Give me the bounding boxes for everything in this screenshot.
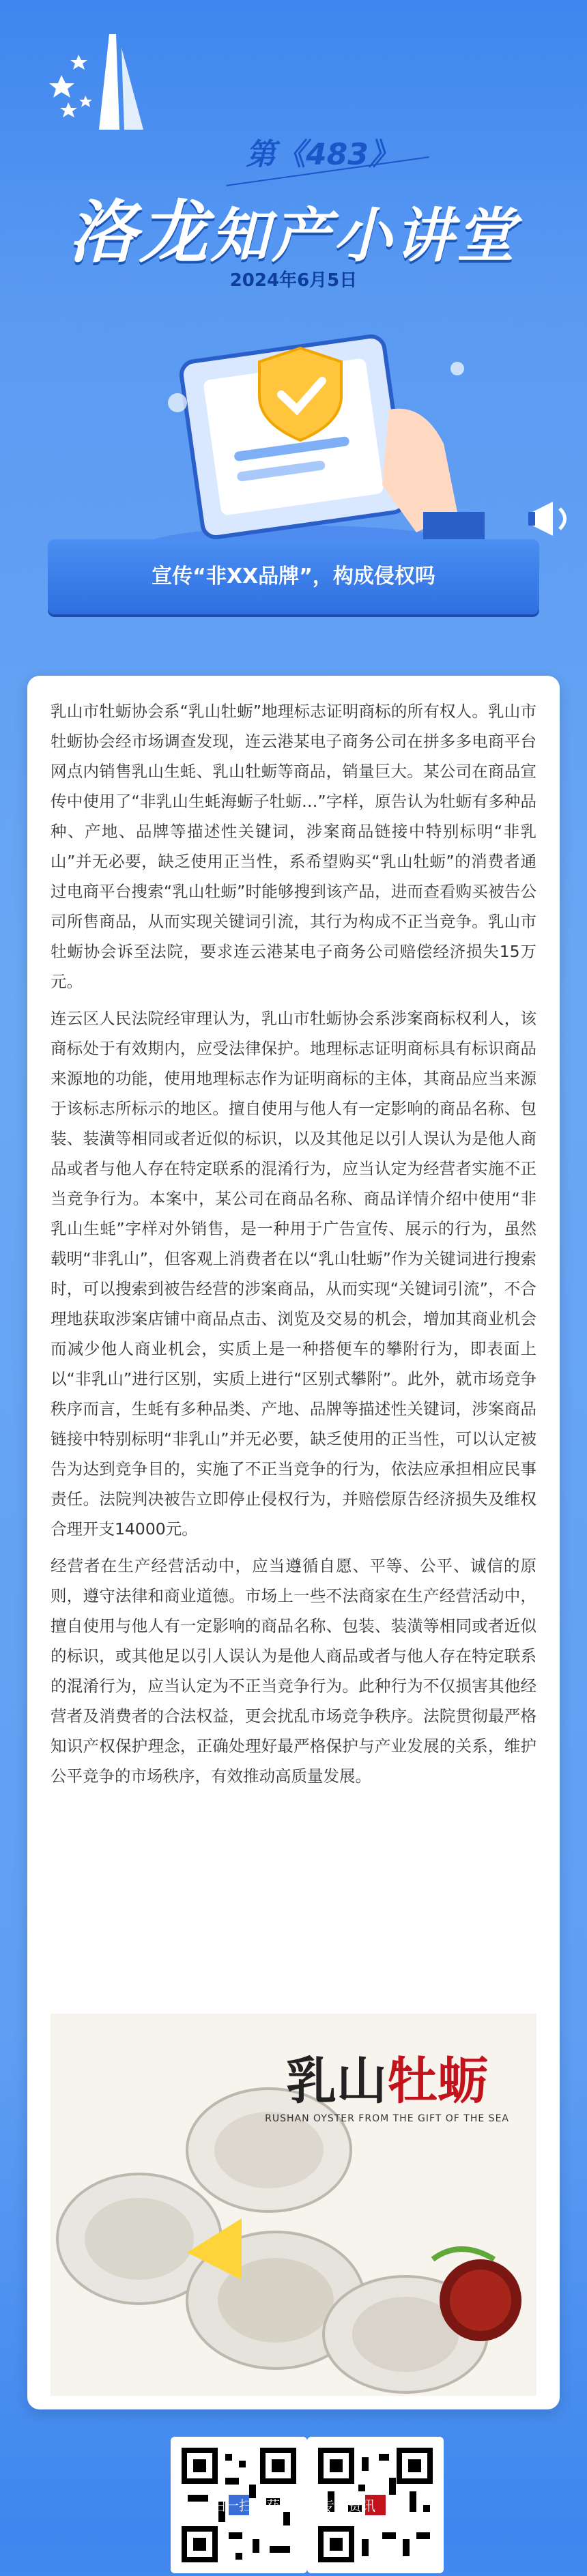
brand-name [265,2041,509,2113]
article-body [27,676,560,1791]
publish-date: 2024年6月5日 [229,270,358,291]
article-card [27,676,560,2409]
title-part-2: 知产小讲堂 [210,202,517,270]
brand-name-part-2: 牡蛎 [387,2052,489,2110]
page-title [68,177,517,276]
brand-logo [265,2041,509,2124]
oyster-photo [51,2014,536,2396]
header [0,0,587,655]
subtitle-text: 宣传“非XX品牌”，构成侵权吗 [152,564,435,588]
megaphone-icon [526,491,580,546]
title-part-1: 洛龙 [68,192,210,272]
court-emblem-icon [48,27,150,137]
article-paragraph-2: 连云区人民法院经审理认为，乳山市牡蛎协会系涉案商标权利人，该商标处于有效期内，应受法律保护。地理标志证明商标具有标识商品来源地的功能，使用地理标志作为证明商标的主体，其商品应当来源于该标志所标示的地区。擅自使用与他人有一定影响的商品名称、包装、装潢等相同或者近似的标识，以及其他足以引人误认为是他人商品或者与他人存在特定联系的混淆行为，应当认定为经营者实施不正当竞争行为。本案中，某公司在商品名称、商品详情介绍中使用“非乳山生蚝”字样对外销售，是一种用于广告宣传、展示的行为，虽然载明“非乳山”，但客观上消费者在以“乳山牡蛎”作为关键词进行搜索时，可以搜索到被告经营的涉案商品，从而实现“关键词引流”，不合理地获取涉案店铺中商品点击、浏览及交易的机会，增加其商业机会而减少他人商业机会，实质上是一种搭便车的攀附行为，即表面上以“非乳山”进行区别，实质上进行“区别式攀附”。此外，就市场竞争秩序而言，生蚝有多种品类、产地、品牌等描述性关键词，涉案商品链接中特别标明“非乳山”并无必要，缺乏使用的正当性，可以认定被告为达到竞争目的，实施了不正当竞争的行为，依法应承担相应民事责任。法院判决被告立即停止侵权行为，并赔偿原告经济损失及维权合理开支14000元。 [51,1009,536,1539]
brand-name-part-1: 乳山 [286,2052,388,2110]
footer-caption: 扫一扫，获取更多专业资讯 [212,2498,375,2514]
article-paragraph-1: 乳山市牡蛎协会系“乳山牡蛎”地理标志证明商标的所有权人。乳山市牡蛎协会经市场调查发现，连云港某电子商务公司在拼多多电商平台网点内销售乳山生蚝、乳山牡蛎等商品，销量巨大。某公司在商品宣传中使用了“非乳山生蚝海蛎子牡蛎…”字样，原告认为牡蛎有多种品种、产地、品牌等描述性关键词，涉案商品链接中特别标明“非乳山”并无必要，缺乏使用正当性，系希望购买“乳山牡蛎”的消费者通过电商平台搜索“乳山牡蛎”时能够搜到该产品，进而查看购买被告公司所售商品，从而实现关键词引流，其行为构成不正当竞争。乳山市牡蛎协会诉至法院，要求连云港某电子商务公司赔偿经济损失15万元。 [51,702,536,991]
brand-slogan: RUSHAN OYSTER FROM THE GIFT OF THE SEA [265,2113,509,2124]
subtitle-banner [48,539,539,614]
article-paragraph-3: 经营者在生产经营活动中，应当遵循自愿、平等、公平、诚信的原则，遵守法律和商业道德。市场上一些不法商家在生产经营活动中，擅自使用与他人有一定影响的商品名称、包装、装潢等相同或者近似的标识，或其他足以引人误认为是他人商品或者与他人存在特定联系的混淆行为，应当认定为不正当竞争行为。此种行为不仅损害其他经营者及消费者的合法权益，更会扰乱市场竞争秩序。法院贯彻最严格知识产权保护理念，正确处理好最严格保护与产业发展的关系，维护公平竞争的市场秩序，有效推动高质量发展。 [51,1556,536,1786]
issue-number: 第《483》 [246,137,399,172]
